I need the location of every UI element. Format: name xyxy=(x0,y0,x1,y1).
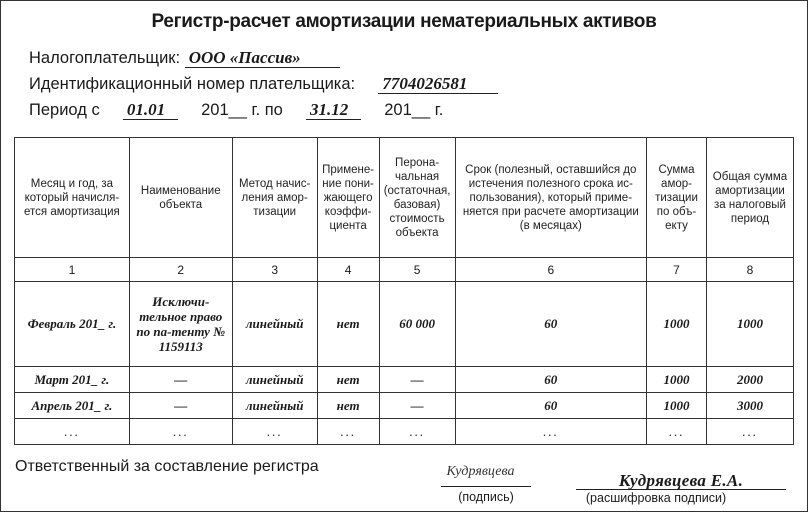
table-cell: линейный xyxy=(232,282,317,367)
inn-line xyxy=(29,75,498,94)
column-number: 6 xyxy=(455,258,647,282)
header-cell: Примене-ние пони-жающего коэффи-циента xyxy=(317,138,379,258)
table-cell: Исключи-тельное право по па-тенту № 1159113 xyxy=(129,282,232,367)
period-to-year: 201__ г. xyxy=(384,101,444,119)
column-number: 5 xyxy=(379,258,455,282)
column-number: 8 xyxy=(706,258,793,282)
table-cell: нет xyxy=(317,393,379,419)
signature-decoding: Кудрявцева Е.А. xyxy=(618,471,744,490)
decoding-line xyxy=(576,489,786,490)
table-row xyxy=(15,282,794,367)
table-cell: 1000 xyxy=(647,282,707,367)
table-cell: 60 000 xyxy=(379,282,455,367)
inn-value: 7704026581 xyxy=(378,75,498,94)
table-cell: 60 xyxy=(455,282,647,367)
table-cell: — xyxy=(379,367,455,393)
column-number: 4 xyxy=(317,258,379,282)
period-line xyxy=(29,101,443,120)
table-cell: ... xyxy=(129,419,232,445)
table-cell: ... xyxy=(379,419,455,445)
table-cell: нет xyxy=(317,367,379,393)
table-cell: 1000 xyxy=(706,282,793,367)
table-cell: 2000 xyxy=(706,367,793,393)
header-cell: Сумма амор-тизации по объ-екту xyxy=(647,138,707,258)
signature-caption: (подпись) xyxy=(458,490,514,504)
table-cell: Апрель 201_ г. xyxy=(15,393,130,419)
handwritten-signature: Кудрявцева xyxy=(446,464,515,479)
column-number: 1 xyxy=(15,258,130,282)
period-from-year: 201__ г. по xyxy=(201,101,283,119)
taxpayer-value: ООО «Пассив» xyxy=(185,49,340,68)
table-cell: ... xyxy=(647,419,707,445)
period-to-date: 31.12 xyxy=(306,101,361,120)
period-from-label: Период с xyxy=(29,101,100,119)
header-cell: Срок (полезный, оставшийся до истечения полезного срока ис-пользования), который приме-няется при расчете амортизации (в месяцах) xyxy=(455,138,647,258)
header-cell: Общая сумма амортизации за налоговый период xyxy=(706,138,793,258)
period-from-date: 01.01 xyxy=(123,101,178,120)
inn-label: Идентификационный номер плательщика: xyxy=(29,75,356,93)
column-number-row xyxy=(15,258,794,282)
column-number: 7 xyxy=(647,258,707,282)
amortization-table xyxy=(14,137,794,445)
table-cell: нет xyxy=(317,282,379,367)
header-cell: Перона-чальная (остаточная, базовая) стоимость объекта xyxy=(379,138,455,258)
table-cell: 60 xyxy=(455,367,647,393)
table-row xyxy=(15,393,794,419)
header-cell: Месяц и год, за который начисля-ется амортизация xyxy=(15,138,130,258)
table-cell: линейный xyxy=(232,367,317,393)
table-cell: 3000 xyxy=(706,393,793,419)
table-cell: Февраль 201_ г. xyxy=(15,282,130,367)
table-cell: 1000 xyxy=(647,367,707,393)
table-row xyxy=(15,419,794,445)
header-cell: Метод начис-ления амор-тизации xyxy=(232,138,317,258)
table-cell: линейный xyxy=(232,393,317,419)
column-number: 2 xyxy=(129,258,232,282)
taxpayer-label: Налогоплательщик: xyxy=(29,49,181,67)
signature-line xyxy=(441,486,531,487)
column-number: 3 xyxy=(232,258,317,282)
taxpayer-line xyxy=(29,49,340,68)
table-cell: 1000 xyxy=(647,393,707,419)
table-row xyxy=(15,367,794,393)
table-cell: ... xyxy=(232,419,317,445)
table-cell: ... xyxy=(317,419,379,445)
table-header-row xyxy=(15,138,794,258)
table-cell: — xyxy=(129,393,232,419)
table-cell: ... xyxy=(15,419,130,445)
page-title: Регистр-расчет амортизации нематериальных активов xyxy=(151,11,657,32)
decoding-caption: (расшифровка подписи) xyxy=(585,491,727,505)
table-cell: Март 201_ г. xyxy=(15,367,130,393)
table-cell: ... xyxy=(706,419,793,445)
table-cell: — xyxy=(129,367,232,393)
table-cell: — xyxy=(379,393,455,419)
responsible-label: Ответственный за составление регистра xyxy=(15,458,319,475)
header-cell: Наименование объекта xyxy=(129,138,232,258)
table-cell: ... xyxy=(455,419,647,445)
table-cell: 60 xyxy=(455,393,647,419)
